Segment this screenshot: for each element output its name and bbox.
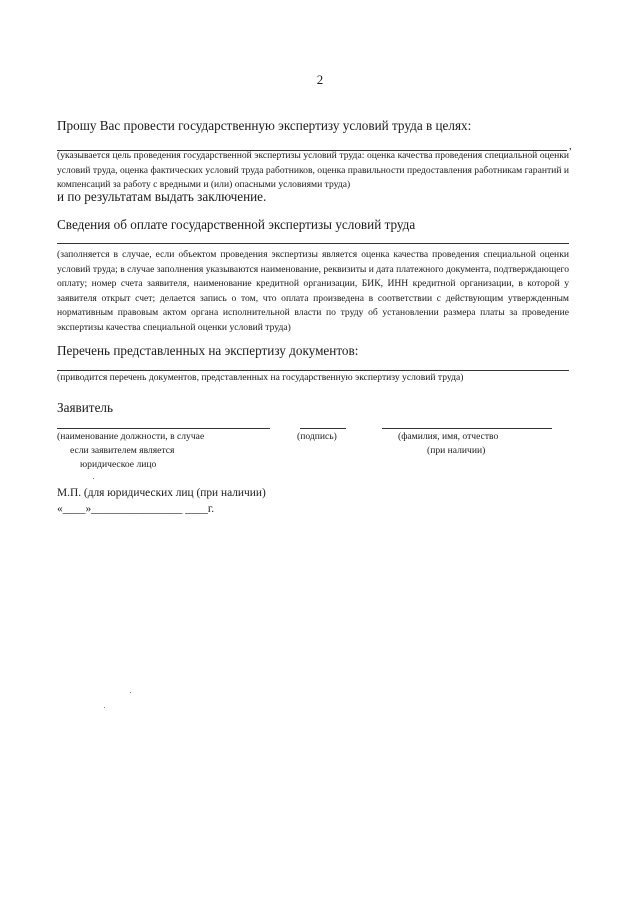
documents-heading: Перечень представленных на экспертизу документов: [57,343,359,358]
scan-speck [104,707,105,708]
position-caption-line-2: если заявителем является [70,445,175,456]
payment-heading: Сведения об оплате государственной экспертизы условий труда [57,217,416,232]
name-fill-line[interactable] [382,428,552,429]
signature-fill-line[interactable] [300,428,346,429]
page-number: 2 [316,72,324,87]
name-caption-line-2: (при наличии) [427,445,486,456]
position-caption-line-1: (наименование должности, в случае [57,431,205,442]
documents-note: (приводится перечень документов, представленных на государственную экспертизу условий труда) [57,372,464,383]
stamp-label: М.П. (для юридических лиц (при наличии) [57,487,266,499]
scan-speck [130,692,131,693]
request-conclusion: и по результатам выдать заключение. [57,189,267,204]
applicant-heading: Заявитель [57,400,114,415]
request-line-comma: , [569,140,572,152]
request-purpose-note: (указывается цель проведения государственной экспертизы условий труда: оценка качества проведения специальной оценки условий труда, оценка фактических условий труда работников, оценка правильности предоставления работникам гарантий и компенсаций за работу с вредными и (или) опасными условиями труда) [57,150,569,191]
signature-caption: (подпись) [297,431,337,442]
name-caption-line-1: (фамилия, имя, отчество [398,431,499,442]
position-fill-line[interactable] [57,428,270,429]
position-caption-line-3: юридическое лицо [80,459,157,470]
date-line[interactable]: «____»________________ ____г. [57,503,215,515]
payment-note: (заполняется в случае, если объектом проведения экспертизы является оценка качества проведения специальной оценки условий труда; в случае заполнения указываются наименование, реквизиты и дата платежного документа, подтверждающего оплату; номер счета заявителя, наименование кредитной организации, БИК, ИНН кредитной организации, в которой у заявителя открыт счет; делается запись о том, что оплата произведена в соответствии с действующим утвержденным нормативным правовым актом органа исполнительной власти по труду об установлении размера платы за проведение экспертизы качества специальной оценки условий труда) [57,249,569,333]
scan-speck [93,478,94,479]
payment-fill-line[interactable] [57,243,569,244]
request-heading: Прошу Вас провести государственную экспертизу условий труда в целях: [57,118,472,133]
